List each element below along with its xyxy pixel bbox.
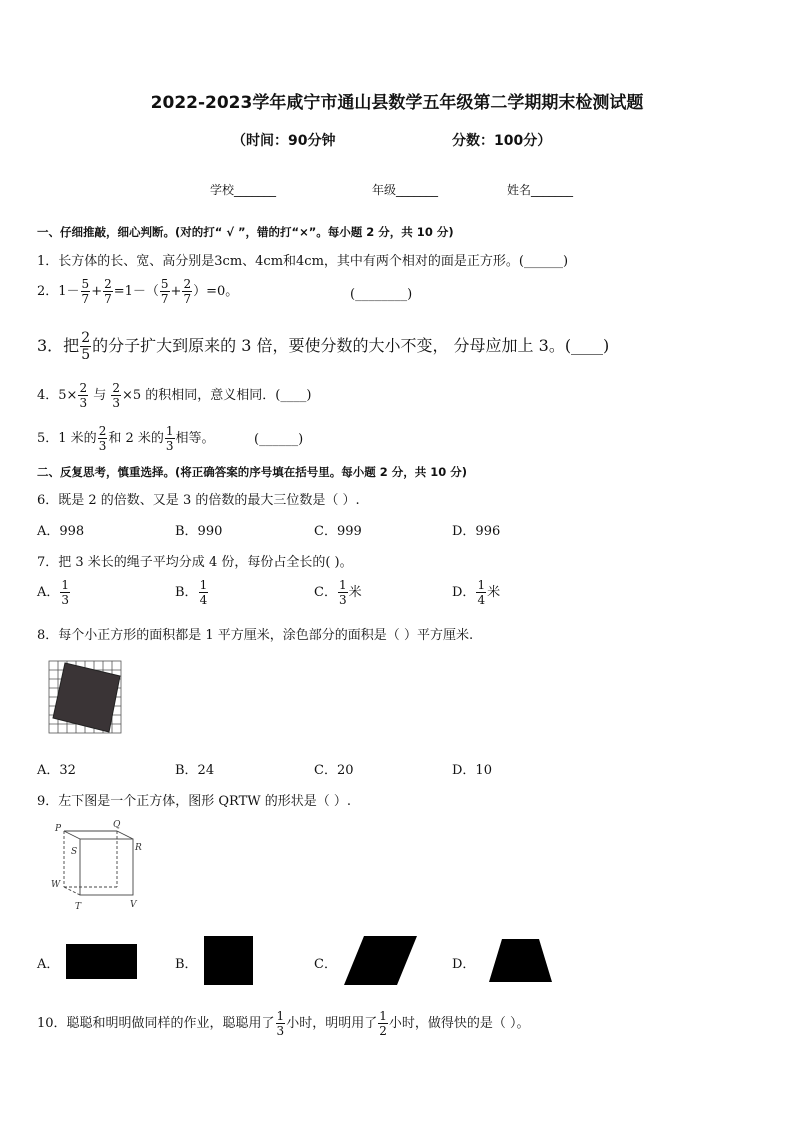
q2-text-end: ）=0。 (193, 284, 239, 299)
q2-answer-blank: (________) (350, 287, 413, 302)
q7-option-c: C． $\frac{1}{3}$ 米 (314, 578, 362, 607)
q9-option-c-parallelogram (344, 936, 418, 986)
question-5 (37, 425, 215, 452)
q4-fraction-2: $\frac{2}{3}$ (112, 381, 120, 410)
q2-fraction-1: $\frac{5}{7}$ (81, 277, 90, 306)
question-1: 1．长方体的长、宽、高分别是3cm、4cm和4cm，其中有两个相对的面是正方形。(______) (37, 254, 569, 269)
question-8: 8．每个小正方形的面积都是 1 平方厘米，涂色部分的面积是（ ）平方厘米. (37, 628, 474, 643)
q9-option-d-trapezoid (489, 939, 553, 983)
q4-text: 4．5× (37, 388, 78, 403)
cube-label-w: W (51, 880, 61, 890)
name-field: 姓名_______ (507, 183, 574, 197)
q7-option-b: B． $\frac{1}{4}$ (175, 578, 208, 607)
cube-label-s: S (71, 847, 78, 857)
q5-text-mid: 和 2 米的 (108, 431, 164, 446)
q7-option-a: A． $\frac{1}{3}$ (37, 578, 70, 607)
q10-text-mid: 小时，明明用了 (286, 1016, 378, 1031)
q8-option-c: C．20 (314, 763, 354, 778)
q10-text-end: 小时，做得快的是（ ）。 (388, 1016, 530, 1031)
section1-heading: 一、仔细推敲，细心判断。(对的打“ √ ”，错的打“×”。每小题 2 分，共 10 分) (37, 225, 454, 239)
cube-label-q: Q (113, 820, 121, 830)
q8-option-d: D．10 (452, 763, 492, 778)
exam-score: 分数：100分） (452, 133, 552, 149)
q10-fraction-1: $\frac{1}{3}$ (276, 1009, 285, 1038)
cube-label-r: R (135, 843, 142, 853)
q5-text-end: 相等。 (175, 431, 215, 446)
q9-option-d-label: D． (452, 957, 476, 972)
question-2 (37, 278, 238, 305)
q3-text: 3．把 (37, 336, 80, 355)
grade-field: 年级_______ (372, 183, 439, 197)
question-3 (37, 331, 609, 362)
q2-fraction-2: $\frac{2}{7}$ (104, 277, 112, 306)
q9-option-b-square (204, 936, 254, 986)
question-9: 9．左下图是一个正方体，图形 QRTW 的形状是（ ）. (37, 794, 352, 809)
cube-label-p: P (55, 824, 62, 834)
q2-fraction-3: $\frac{5}{7}$ (160, 277, 169, 306)
q9-option-a-label: A． (37, 957, 60, 972)
q10-text: 10．聪聪和明明做同样的作业，聪聪用了 (37, 1016, 275, 1031)
q6-option-a: A．998 (37, 524, 85, 539)
q6-option-c: C．999 (314, 524, 362, 539)
q5-text: 5．1 米的 (37, 431, 97, 446)
page-title: 2022-2023学年咸宁市通山县数学五年级第二学期期末检测试题 (150, 93, 644, 113)
question-6: 6．既是 2 的倍数、又是 3 的倍数的最大三位数是（ ）. (37, 493, 360, 508)
q3-fraction: $\frac{2}{5}$ (81, 330, 91, 363)
q4-text-mid: 与 (89, 388, 111, 403)
q3-text-end: 的分子扩大到原来的 3 倍，要使分数的大小不变， 分母应加上 3。(____) (92, 336, 610, 355)
q2-fraction-4: $\frac{2}{7}$ (183, 277, 192, 306)
q8-grid-figure (48, 660, 124, 736)
q5-fraction-1: $\frac{2}{3}$ (98, 424, 107, 453)
q2-text-mid: =1－（ (113, 284, 159, 299)
q9-option-b-label: B． (175, 957, 198, 972)
q6-option-b: B．990 (175, 524, 223, 539)
q5-fraction-2: $\frac{1}{3}$ (165, 424, 174, 453)
q5-answer-blank: (______) (254, 432, 304, 447)
question-7: 7．把 3 米长的绳子平均分成 4 份，每份占全长的( )。 (37, 555, 353, 570)
q4-text-end: ×5 的积相同，意义相同．(____) (121, 388, 312, 403)
q2-text: 2．1－ (37, 284, 80, 299)
section2-heading: 二、反复思考，慎重选择。(将正确答案的序号填在括号里。每小题 2 分，共 10 分) (37, 465, 468, 479)
q10-fraction-2: $\frac{1}{2}$ (379, 1009, 387, 1038)
q2-plus: + (91, 284, 103, 299)
school-field: 学校_______ (210, 183, 277, 197)
q9-cube-figure (45, 817, 155, 915)
q8-option-a: A．32 (37, 763, 76, 778)
q8-shaded-square (53, 663, 120, 732)
q9-option-c-label: C． (314, 957, 337, 972)
q8-option-b: B．24 (175, 763, 215, 778)
q2-plus-2: + (170, 284, 182, 299)
q9-option-a-rectangle (66, 944, 138, 980)
question-4 (37, 382, 311, 409)
q6-option-d: D．996 (452, 524, 501, 539)
q7-option-d: D． $\frac{1}{4}$ 米 (452, 578, 501, 607)
question-10 (37, 1010, 529, 1037)
q4-fraction-1: $\frac{2}{3}$ (79, 381, 88, 410)
exam-time: （时间：90分钟 (232, 133, 336, 149)
cube-label-t: T (75, 902, 82, 912)
cube-label-v: V (130, 900, 137, 910)
